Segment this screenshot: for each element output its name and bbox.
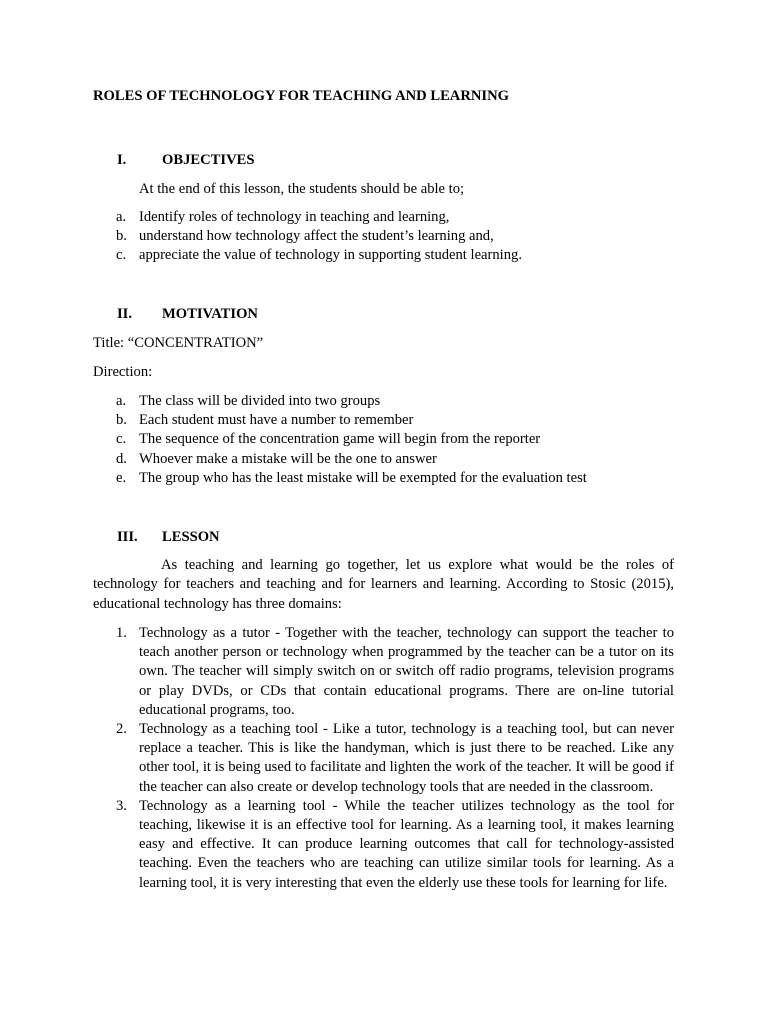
list-item <box>93 797 674 893</box>
list-item-text: Technology as a tutor - Together with the teacher, technology can support the teacher to teach another person or technology when programmed by the teacher can be a tutor on its own. The teacher will simply switch on or switch off radio programs, television programs or play DVDs, or CDs that contain educational programs. There are on-line tutorial educational programs, too. <box>139 625 674 718</box>
list-item <box>93 624 674 720</box>
list-marker: b. <box>116 412 127 429</box>
list-marker: 1. <box>116 625 127 641</box>
list-item-text: Technology as a learning tool - While the teacher utilizes technology as the tool for teaching, likewise it is an effective tool for learning. As a learning tool, it makes learning easy and effective. It can produce learning outcomes that call for technology-assisted teaching. Even the teachers who are teaching can utilize similar tools for learning. As a learning tool, it is very interesting that even the elderly use these tools for learning for life. <box>139 797 674 891</box>
list-item <box>93 411 587 430</box>
section-heading-motivation: MOTIVATION <box>162 306 258 322</box>
list-marker: d. <box>116 450 127 467</box>
list-item <box>93 430 587 449</box>
lesson-paragraph: As teaching and learning go together, let us explore what would be the roles of technology for teachers and teaching and for learners and learning. According to Stosic (2015), educational technology has three domains: <box>93 557 674 612</box>
list-marker: 2. <box>116 721 127 738</box>
document-title: ROLES OF TECHNOLOGY FOR TEACHING AND LEARNING <box>93 88 509 104</box>
list-marker: b. <box>116 228 127 245</box>
list-item-text: The class will be divided into two groups <box>139 393 381 409</box>
list-item <box>93 720 674 797</box>
objectives-list <box>93 208 522 266</box>
list-item-text: Identify roles of technology in teaching and learning, <box>139 209 450 225</box>
list-item <box>93 450 587 469</box>
list-marker: 3. <box>116 797 127 814</box>
list-item <box>93 392 587 411</box>
list-item-text: appreciate the value of technology in supporting student learning. <box>139 247 522 264</box>
list-item <box>93 246 522 265</box>
directions-list <box>93 392 587 488</box>
list-item <box>93 227 522 246</box>
list-item-text: The sequence of the concentration game will begin from the reporter <box>139 431 541 448</box>
list-item-text: Each student must have a number to remember <box>139 412 414 429</box>
section-number-objectives: I. <box>117 152 127 168</box>
motivation-title-line: Title: “CONCENTRATION” <box>93 335 264 351</box>
list-item <box>93 469 587 488</box>
section-heading-objectives: OBJECTIVES <box>162 152 255 168</box>
lesson-domains-list <box>93 624 674 893</box>
section-number-lesson: III. <box>117 529 138 545</box>
section-heading-lesson: LESSON <box>162 529 220 545</box>
list-item <box>93 208 522 227</box>
list-item-text: The group who has the least mistake will be exempted for the evaluation test <box>139 469 587 486</box>
list-marker: c. <box>116 247 127 264</box>
list-item-text: understand how technology affect the student’s learning and, <box>139 228 494 245</box>
section-number-motivation: II. <box>117 306 133 322</box>
direction-label: Direction: <box>93 364 153 380</box>
list-marker: a. <box>116 393 127 409</box>
list-marker: e. <box>116 469 127 486</box>
list-item-text: Technology as a teaching tool - Like a tutor, technology is a teaching tool, but can never replace a teacher. This is like the handyman, which is just there to be reached. Like any other tool, it is being used to facilitate and lighten the work of the teacher. It will be good if the teacher can also create or develop technology tools that are needed in the classroom. <box>139 721 674 795</box>
list-item-text: Whoever make a mistake will be the one to answer <box>139 450 437 467</box>
objectives-intro: At the end of this lesson, the students should be able to; <box>139 181 465 197</box>
list-marker: c. <box>116 431 127 448</box>
list-marker: a. <box>116 209 127 225</box>
